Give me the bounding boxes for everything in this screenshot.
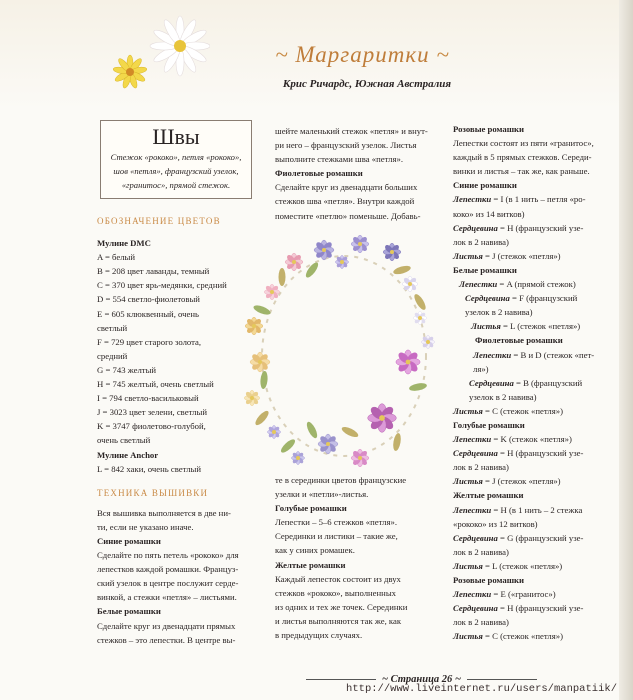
legend-key: Сердцевина [453,448,498,459]
page-edge [619,0,633,700]
yellow-daisies-text [275,572,447,642]
watermark-url: http://www.liveinternet.ru/users/manpatiik/ [346,683,617,695]
embroidered-flower [402,276,417,291]
embroidered-flower [351,449,369,467]
colors-heading: ОБОЗНАЧЕНИЕ ЦВЕТОВ [97,216,221,226]
text-line: Сделайте круг из двенадцати прямых [97,620,236,631]
light-blue-daisies-heading: Голубые ромашки [275,503,347,514]
author-line: Крис Ричардс, Южная Австралия [282,78,452,90]
legend-key: Лепестки [453,194,492,205]
dmc-color-item: G = 743 желтый [97,364,157,375]
legend-value: = I (в 1 нить – петля «ро- [491,194,586,205]
anchor-heading: Мулине Anchor [97,449,159,460]
legend-key: Лепестки [453,434,492,445]
text-line: шейте маленький стежок «петля» и внут- [275,126,428,136]
dmc-heading: Мулине DMC [97,238,151,249]
text-line: Каждый лепесток состоит из двух [275,573,401,584]
legend-value: = K (стежок «петля») [491,434,572,445]
legend-value: = H (французский узе- [497,603,584,614]
text-line: Вся вышивка выполняется в две ни- [97,507,231,518]
text-line: выполните стежками шва «петля». [275,154,404,165]
dmc-color-item: D = 554 светло-фиолетовый [97,294,200,305]
legend-value: = L (стежок «петля») [500,321,581,332]
blue-daisies-text [97,548,259,604]
right-column [453,122,615,643]
stitches-text: Стежок «рококо», петля «рококо», шов «петля», французский узелок, «гранитос», прямой стежок. [110,152,242,190]
section-heading: Желтые ромашки [453,490,524,501]
legend-key: Сердцевина [453,603,498,614]
legend-line [453,277,615,291]
page-footer: ~ Страница 26 ~ [300,674,543,685]
text-line: лок в 2 навива) [453,546,509,557]
embroidered-flower [245,317,263,335]
dmc-color-item: K = 3747 фиолетово-голубой, [97,421,206,432]
legend-line [453,503,615,517]
legend-key: Листья [453,560,483,571]
legend-value: = B (французский [513,377,583,388]
embroidered-flower [335,255,348,268]
embroidery-wreath-image [232,222,457,484]
legend-key: Листья [453,631,483,642]
text-line: Лепестки состоят из пяти «гранитос», [453,138,594,149]
dmc-color-item: C = 370 цвет ярь-медянки, средний [97,280,227,291]
yellow-daisies-heading: Желтые ромашки [275,559,346,570]
legend-key: Лепестки [453,504,492,515]
page-title: ~ Маргаритки ~ [275,42,450,67]
leaf-shape [304,261,320,280]
text-line: Лепестки – 5–6 стежков «петля». [275,517,398,528]
light-blue-daisies-text [275,515,447,557]
embroidered-flower [250,352,270,372]
legend-line [453,601,615,615]
section-heading: Белые ромашки [453,264,517,275]
text-line: в предыдущих случаях. [275,630,363,641]
violet-daisies-heading: Фиолетовые ромашки [275,168,363,179]
text-line: коко» из 14 витков) [453,208,525,219]
section-heading: Розовые ромашки [453,124,525,134]
text-line: лок в 2 навива) [453,617,509,628]
text-line: узелок в 2 навива) [465,307,533,318]
embroidered-flower [244,390,259,405]
dmc-color-item: светлый [97,322,128,333]
text-line: узелки и «петли»-листья. [275,489,369,500]
legend-value: = B и D (стежок «пет- [511,349,595,360]
legend-key: Сердцевина [465,293,510,304]
daisy-decoration-icon [100,14,210,104]
text-line: как у синих ромашек. [275,545,355,556]
embroidered-flower [396,350,420,374]
leaf-shape [340,425,359,439]
text-line: лок в 2 навива) [453,236,509,247]
embroidered-flower [368,404,397,433]
text-line: ля») [473,363,489,374]
legend-value: = C (стежок «петля») [482,631,563,642]
embroidered-flower [318,434,338,454]
legend-value: = J (стежок «петля») [482,476,561,487]
dmc-color-item: средний [97,350,128,361]
page-number: Страница 26 [390,674,453,685]
text-line: и листья выполняются так же, как [275,615,402,626]
text-line: винкой, а стежки «петля» – листьями. [97,592,237,603]
text-line: Серединки и листики – такие же, [275,531,398,542]
embroidered-flower [267,425,280,438]
leaf-shape [253,409,270,427]
legend-line [453,629,615,643]
legend-line [453,587,615,601]
text-line: узелок в 2 навива) [469,391,537,402]
legend-key: Сердцевина [453,532,498,543]
embroidered-flower [264,284,279,299]
text-line: стежков – это лепестки. В центре вы- [97,634,236,645]
leaf-shape [392,433,402,452]
text-line: поместите «петлю» поменьше. Добавь- [275,210,421,221]
dmc-color-item: J = 3023 цвет зелени, светлый [97,407,207,418]
legend-line [453,249,615,263]
section-heading: Фиолетовые ромашки [475,335,563,346]
text-line: лепестков каждой ромашки. Француз- [97,564,239,575]
leaf-shape [252,304,271,317]
dmc-color-item: очень светлый [97,435,151,446]
white-daisies-text [97,619,259,647]
embroidered-flower [421,335,434,348]
legend-key: Сердцевина [453,222,498,233]
legend-key: Листья [453,405,483,416]
legend-key: Сердцевина [469,377,514,388]
legend-line [453,221,615,235]
text-line: те в серединки цветов французские [275,475,407,485]
embroidered-flower [285,253,303,271]
text-line: стежков «рококо», выполненных [275,587,397,598]
leaf-shape [305,420,319,439]
anchor-color-item: L = 842 хаки, очень светлый [97,463,202,474]
text-line: «рококо» из 12 витков) [453,518,538,529]
dmc-color-item: H = 745 желтый, очень светлый [97,379,214,390]
text-line: стежков шва «петля». Внутри каждой [275,196,415,207]
dmc-color-item: F = 729 цвет старого золота, [97,336,202,347]
legend-line [453,404,615,418]
legend-line [453,559,615,573]
technique-text [97,506,259,534]
dmc-color-item: I = 794 светло-васильковый [97,393,199,404]
legend-value: = E («гранитос») [491,589,556,600]
text-line: ский узелок в центре послужит серде- [97,578,239,589]
legend-line [453,432,615,446]
embroidered-flower [383,243,401,261]
text-line: Сделайте круг из двенадцати больших [275,182,418,193]
legend-value: = C (стежок «петля») [482,405,563,416]
legend-value: = L (стежок «петля») [482,560,563,571]
leaf-shape [412,293,427,312]
text-line: из одних и тех же точек. Серединки [275,601,408,612]
violet-daisies-text [275,180,447,222]
leaf-shape [392,264,411,276]
text-line: ти, если не указано иначе. [97,521,194,532]
legend-line [453,446,615,460]
section-heading: Розовые ромашки [453,575,525,585]
leaf-shape [408,382,427,392]
legend-line [453,291,615,305]
dmc-color-item: A = белый [97,252,136,263]
legend-value: = F (французский [509,293,578,304]
dmc-color-item: E = 605 клюквенный, очень [97,308,200,319]
white-daisies-heading: Белые ромашки [97,606,161,617]
stitches-box [100,120,252,199]
dmc-color-item: B = 208 цвет лаванды, темный [97,266,210,277]
legend-value: = J (стежок «петля») [482,250,561,261]
stitches-heading: Швы [152,124,200,149]
embroidered-flower [413,311,426,324]
leaf-shape [279,437,297,454]
legend-line [453,376,615,390]
legend-key: Лепестки [473,349,512,360]
embroidered-flower [351,235,369,253]
legend-line [453,319,615,333]
text-line: лок в 2 навива) [453,462,509,473]
technique-heading: ТЕХНИКА ВЫШИВКИ [97,487,209,498]
legend-line [453,474,615,488]
legend-line [453,531,615,545]
legend-value: = A (прямой стежок) [497,279,576,290]
legend-value: = H (французский узе- [497,222,584,233]
legend-key: Лепестки [453,589,492,600]
leaf-shape [279,268,286,286]
legend-line [453,192,615,206]
violet-daisies-continued [275,473,447,501]
text-line: винки и листья – так же, как раньше. [453,166,590,177]
middle-intro-text [275,124,447,166]
text-line: ри него – французский узелок. Листья [275,140,417,151]
text-line: Сделайте по пять петель «рококо» для [97,550,239,561]
embroidered-flower [291,451,304,464]
legend-key: Лепестки [459,279,498,290]
embroidered-flower [314,240,334,260]
legend-value: = H (французский узе- [497,448,584,459]
blue-daisies-heading: Синие ромашки [97,535,161,546]
legend-key: Листья [453,250,483,261]
legend-line [453,348,615,362]
text-line: каждый в 5 прямых стежков. Середи- [453,152,592,163]
legend-value: = H (в 1 нить – 2 стежка [491,504,583,515]
middle-column-bottom [275,473,447,642]
legend-key: Листья [471,321,501,332]
leaf-shape [260,371,269,390]
legend-key: Листья [453,476,483,487]
section-heading: Голубые ромашки [453,419,525,430]
middle-column-top [275,124,447,223]
section-heading: Синие ромашки [453,180,517,191]
legend-value: = G (французский узе- [497,532,584,543]
